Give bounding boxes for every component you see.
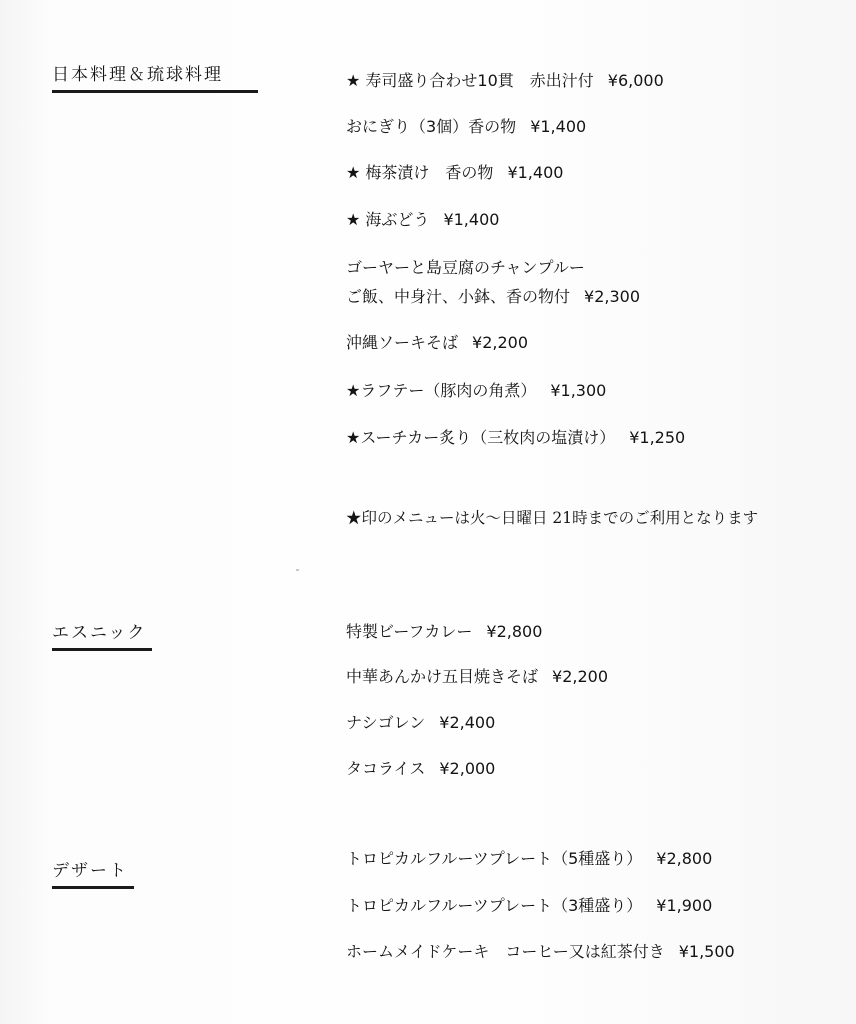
menu-item	[346, 210, 499, 230]
menu-item	[346, 381, 606, 401]
menu-item-name: ★ラフテー（豚肉の角煮）	[346, 381, 537, 400]
menu-item-price: ¥1,400	[530, 117, 587, 136]
menu-item	[346, 849, 712, 869]
menu-item-name: ホームメイドケーキ コーヒー又は紅茶付き	[346, 942, 665, 961]
menu-item-name: 沖縄ソーキそば	[346, 333, 459, 352]
menu-item	[346, 117, 586, 137]
menu-item-price: ¥2,800	[486, 622, 543, 641]
menu-item-price: ¥2,800	[656, 849, 713, 868]
section-heading-ethnic: エスニック	[52, 618, 152, 651]
menu-item-name: ★スーチカー炙り（三枚肉の塩漬け）	[346, 428, 616, 447]
menu-item	[346, 258, 640, 307]
menu-item-price: ¥2,200	[552, 667, 608, 686]
menu-item-price: ¥6,000	[607, 71, 664, 90]
menu-item-price: ¥2,200	[472, 333, 528, 352]
star-note: ★印のメニューは火〜日曜日 21時までのご利用となります	[346, 509, 759, 527]
menu-item-name: ★ 寿司盛り合わせ10貫 赤出汁付	[346, 71, 594, 90]
menu-item-name: ナシゴレン	[346, 713, 426, 732]
menu-item-price: ¥1,900	[656, 896, 713, 915]
menu-item	[346, 713, 495, 733]
menu-item-price: ¥2,000	[439, 759, 496, 778]
menu-item-price: ¥2,300	[584, 287, 640, 306]
menu-item	[346, 896, 712, 916]
menu-item	[346, 428, 685, 448]
menu-item-price: ¥1,250	[629, 428, 686, 447]
menu-item-name: ★ 海ぶどう	[346, 210, 430, 229]
menu-item-name: トロピカルフルーツプレート（3種盛り）	[346, 896, 643, 915]
menu-item	[346, 622, 542, 642]
menu-item-name: おにぎり（3個）香の物	[346, 117, 517, 136]
menu-item-price: ¥2,400	[439, 713, 496, 732]
menu-item-name: ゴーヤーと島豆腐のチャンプルー	[346, 258, 585, 277]
menu-item-price: ¥1,300	[550, 381, 607, 400]
menu-item	[346, 759, 495, 779]
menu-item	[346, 942, 735, 962]
menu-item-price: ¥1,400	[507, 163, 564, 182]
menu-item-price: ¥1,400	[443, 210, 500, 229]
menu-item	[346, 71, 664, 91]
section-heading-japanese: 日本料理＆琉球料理	[52, 60, 258, 93]
menu-item-name: 中華あんかけ五目焼きそば	[346, 667, 539, 686]
menu-item-name-line2: ご飯、中身汁、小鉢、香の物付	[346, 287, 571, 306]
section-heading-dessert: デザート	[52, 856, 134, 889]
menu-item	[346, 667, 608, 687]
menu-item-name: トロピカルフルーツプレート（5種盛り）	[346, 849, 643, 868]
menu-item-name: タコライス	[346, 759, 426, 778]
menu-item	[346, 333, 528, 353]
menu-item-name: 特製ビーフカレー	[346, 622, 473, 641]
menu-item-price: ¥1,500	[678, 942, 735, 961]
menu-item-name: ★ 梅茶漬け 香の物	[346, 163, 494, 182]
menu-item	[346, 163, 563, 183]
paper-speck	[296, 569, 299, 571]
